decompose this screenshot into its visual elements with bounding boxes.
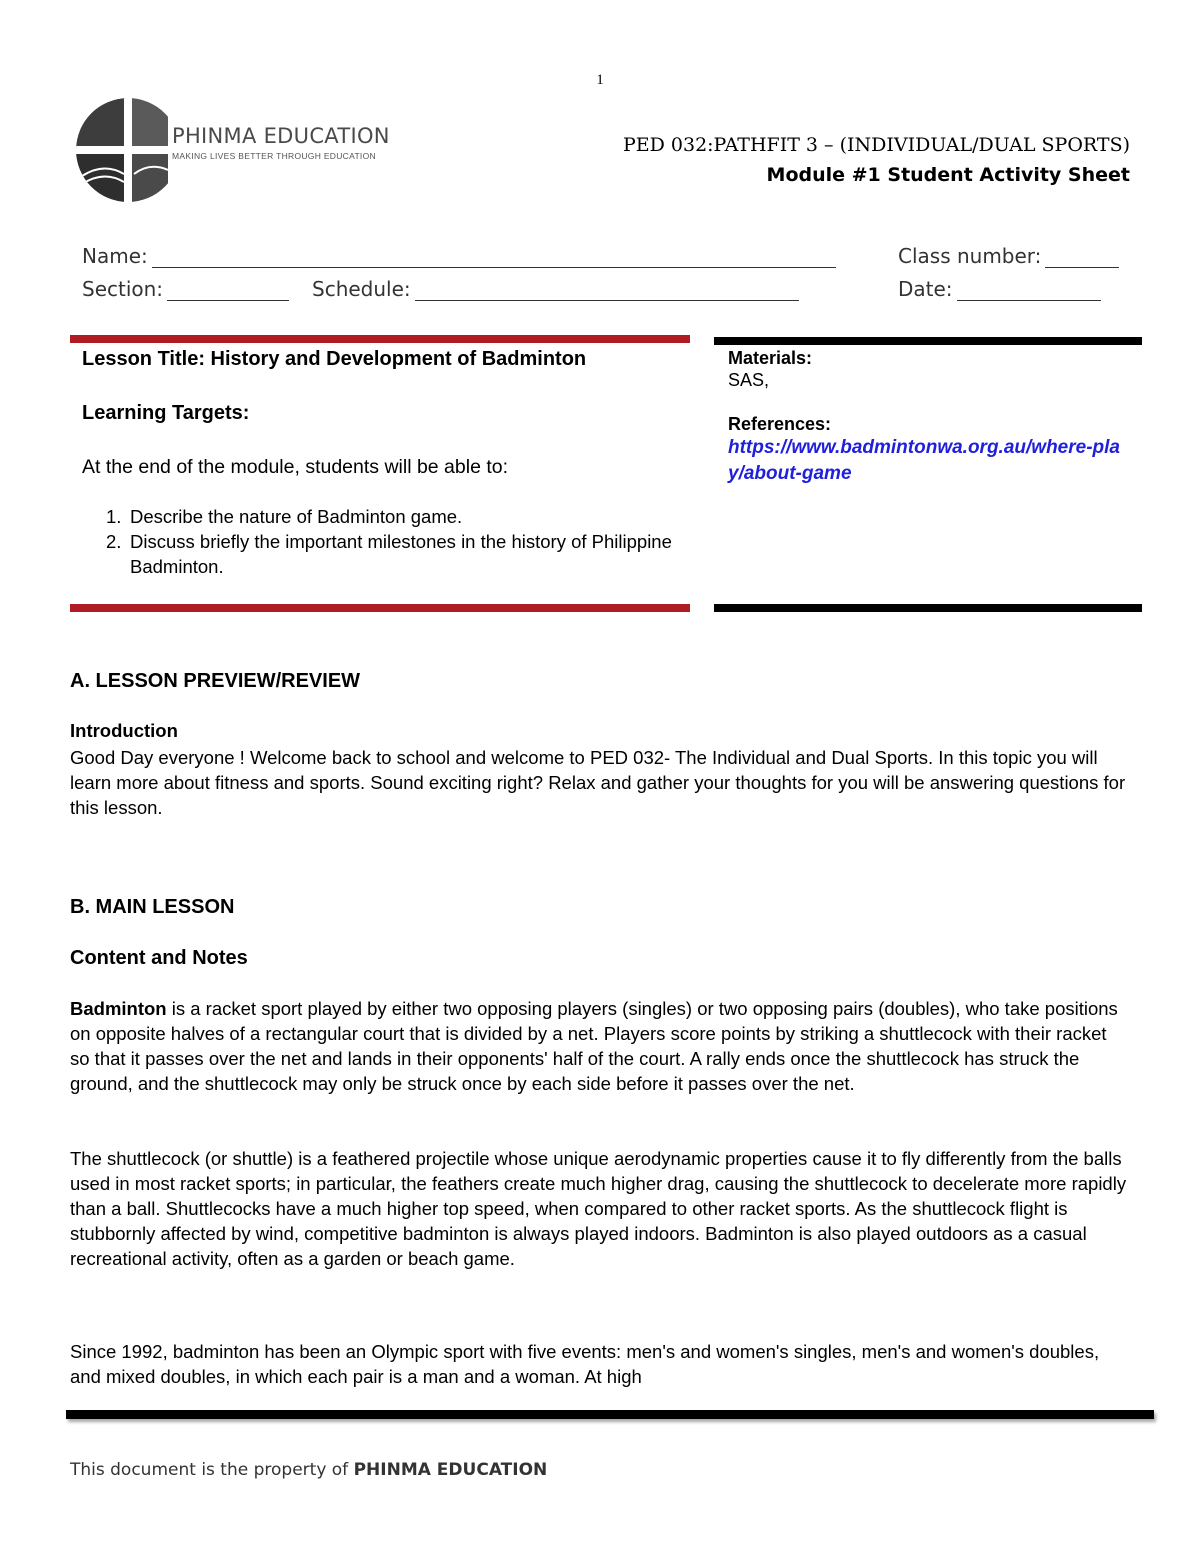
list-item: 2. Discuss briefly the important milestones in the history of Philippine Badminton. <box>106 531 672 577</box>
course-title: PED 032:PATHFIT 3 – (INDIVIDUAL/DUAL SPORTS) <box>622 134 1130 156</box>
module-title: Module #1 Student Activity Sheet <box>766 164 1130 186</box>
content-notes-heading: Content and Notes <box>70 947 248 969</box>
learning-targets-intro: At the end of the module, students will be able to: <box>82 456 509 478</box>
schedule-field[interactable] <box>312 277 799 301</box>
class-number-label: Class number: <box>898 244 1042 268</box>
section-a-heading: A. LESSON PREVIEW/REVIEW <box>70 670 361 692</box>
right-box-bottom-rule <box>714 604 1142 612</box>
reference-link[interactable]: https://www.badmintonwa.org.au/where-play/about-game <box>728 437 1120 484</box>
logo-tagline: MAKING LIVES BETTER THROUGH EDUCATION <box>172 151 376 161</box>
learning-targets-list <box>58 504 682 579</box>
list-item: 1. Describe the nature of Badminton game. <box>106 506 463 527</box>
badminton-term: Badminton <box>70 998 167 1019</box>
section-field[interactable] <box>82 277 289 301</box>
phinma-logo-icon <box>76 98 168 202</box>
footer-owner: PHINMA EDUCATION <box>353 1460 548 1480</box>
section-label: Section: <box>82 277 164 301</box>
left-box-bottom-rule <box>70 604 690 612</box>
section-b-heading: B. MAIN LESSON <box>70 896 235 918</box>
schedule-blank[interactable] <box>415 282 799 301</box>
name-field[interactable] <box>82 244 836 268</box>
learning-targets-label: Learning Targets: <box>82 402 250 424</box>
badminton-paragraph: Badminton is a racket sport played by either two opposing players (singles) or two opposing pairs (doubles), who take positions on opposite halves of a rectangular court that is divided by a net. Players score points by striking a shuttlecock with their racket so that it passes over the net and lands in their opponents' half of the court. A rally ends once the shuttlecock has struck the ground, and the shuttlecock may only be struck once by each side before it passes over the net. <box>70 998 1118 1094</box>
page-number: 1 <box>596 72 604 88</box>
date-label: Date: <box>898 277 953 301</box>
name-blank[interactable] <box>152 249 836 268</box>
footer-rule <box>66 1410 1154 1419</box>
olympic-paragraph: Since 1992, badminton has been an Olympic sport with five events: men's and women's singles, men's and women's doubles, and mixed doubles, in which each pair is a man and a woman. At high <box>70 1341 1100 1387</box>
shuttlecock-paragraph: The shuttlecock (or shuttle) is a feathered projectile whose unique aerodynamic properties cause it to fly differently from the balls used in most racket sports; in particular, the feathers create much higher drag, causing the shuttlecock to decelerate more rapidly than a ball. Shuttlecocks have a much higher top speed, when compared to other racket sports. As the shuttlecock flight is stubbornly affected by wind, competitive badminton is always played indoors. Badminton is also played outdoors as a casual recreational activity, often as a garden or beach game. <box>70 1148 1127 1269</box>
date-field[interactable] <box>898 277 1101 301</box>
references-label: References: <box>728 414 832 434</box>
left-box-top-rule <box>70 335 690 343</box>
logo-wordmark: PHINMA EDUCATION <box>172 124 390 148</box>
introduction-heading: Introduction <box>70 720 178 741</box>
schedule-label: Schedule: <box>312 277 411 301</box>
section-blank[interactable] <box>167 282 289 301</box>
date-blank[interactable] <box>957 282 1101 301</box>
right-box-top-rule <box>714 337 1142 345</box>
name-label: Name: <box>82 244 148 268</box>
lesson-box <box>82 346 682 579</box>
footer-text: This document is the property of PHINMA EDUCATION <box>70 1460 548 1480</box>
class-number-blank[interactable] <box>1045 249 1119 268</box>
lesson-title: Lesson Title: History and Development of Badminton <box>82 348 587 370</box>
materials-box <box>728 347 1138 487</box>
introduction-text: Good Day everyone ! Welcome back to school and welcome to PED 032- The Individual and Dual Sports. In this topic you will learn more about fitness and sports. Sound exciting right? Relax and gather your thoughts for you will be answering questions for this lesson. <box>70 747 1126 818</box>
class-number-field[interactable] <box>898 244 1119 268</box>
materials-label: Materials: <box>728 348 813 368</box>
materials-value: SAS, <box>728 370 770 390</box>
